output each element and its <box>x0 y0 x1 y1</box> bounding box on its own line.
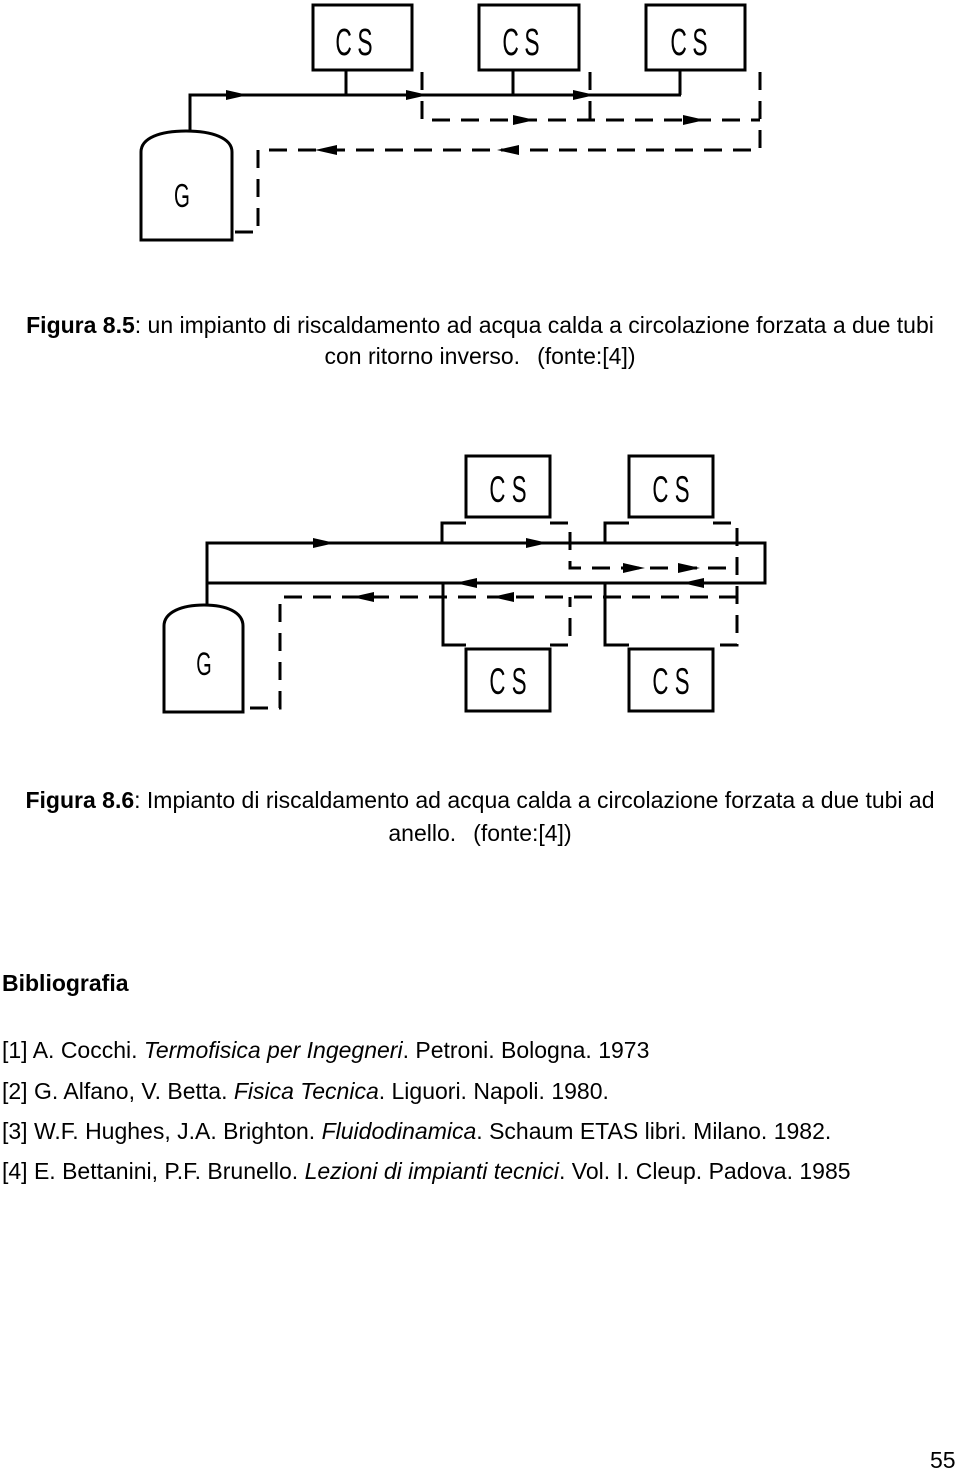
cs-unit-label: CS <box>652 661 690 703</box>
entry-publisher: . Schaum ETAS libri. Milano. 1982. <box>476 1118 832 1144</box>
figure-8-6-caption <box>0 787 960 813</box>
caption-source: (fonte:[4]) <box>537 343 636 369</box>
entry-authors: [4] E. Bettanini, P.F. Brunello. <box>2 1158 305 1184</box>
supply-branch-pipe <box>442 523 466 543</box>
flow-arrow-left <box>682 578 704 588</box>
entry-authors: [3] W.F. Hughes, J.A. Brighton. <box>2 1118 322 1144</box>
bibliography-entry <box>2 1158 851 1184</box>
generator-label: G <box>174 176 190 215</box>
figure-label: Figura 8.6 <box>25 787 135 813</box>
entry-title: Fisica Tecnica <box>233 1078 379 1104</box>
cs-unit-label: CS <box>489 661 527 703</box>
flow-arrow-right <box>513 115 535 125</box>
figure-label: Figura 8.5 <box>26 312 135 338</box>
cs-unit-box <box>629 456 713 517</box>
flow-arrow-left <box>492 592 514 602</box>
cs-unit-box <box>629 649 713 711</box>
page-number: 55 <box>930 1447 956 1473</box>
cs-unit-label: CS <box>489 469 527 511</box>
supply-pipe <box>190 95 681 131</box>
figure-8-6-diagram <box>0 440 960 730</box>
return-branch-pipe <box>550 597 570 645</box>
caption-text: anello. <box>388 820 457 846</box>
entry-publisher: . Liguori. Napoli. 1980. <box>378 1078 609 1104</box>
figure-8-5-caption-line2 <box>0 343 960 369</box>
caption-text: : un impianto di riscaldamento ad acqua calda a circolazione forzata a due tubi <box>134 312 934 338</box>
flow-arrow-right <box>406 90 428 100</box>
entry-title: Termofisica per Ingegneri <box>143 1037 403 1063</box>
flow-arrow-left <box>497 145 519 155</box>
flow-arrow-right <box>526 538 548 548</box>
caption-text: : Impianto di riscaldamento ad acqua calda a circolazione forzata a due tubi ad <box>134 787 935 813</box>
cs-unit-box <box>466 456 550 517</box>
supply-branch-pipe <box>443 583 466 645</box>
supply-branch-pipe <box>605 583 629 645</box>
supply-branch-pipe <box>605 523 629 543</box>
bibliography-entry <box>2 1118 831 1144</box>
flow-arrow-right <box>683 115 705 125</box>
generator-label: G <box>196 646 212 683</box>
caption-source: (fonte:[4]) <box>473 820 572 846</box>
flow-arrow-left <box>455 578 477 588</box>
bibliography-entry <box>2 1078 609 1104</box>
entry-publisher: . Vol. I. Cleup. Padova. 1985 <box>559 1158 851 1184</box>
flow-arrow-left <box>352 592 374 602</box>
flow-arrow-right <box>678 563 700 573</box>
entry-publisher: . Petroni. Bologna. 1973 <box>402 1037 650 1063</box>
cs-unit-label: CS <box>670 21 708 64</box>
return-branch-pipe <box>550 523 737 568</box>
flow-arrow-left <box>315 145 337 155</box>
figure-8-6-caption-line2 <box>0 820 960 846</box>
entry-authors: [1] A. Cocchi. <box>2 1037 144 1063</box>
cs-unit-box <box>466 649 550 711</box>
entry-title: Fluidodinamica <box>321 1118 477 1144</box>
bibliography-heading: Bibliografia <box>2 970 129 996</box>
caption-text: con ritorno inverso. <box>324 343 521 369</box>
figure-8-5-diagram <box>0 0 960 260</box>
cs-unit-label: CS <box>652 469 690 511</box>
cs-unit-label: CS <box>502 21 540 64</box>
entry-authors: [2] G. Alfano, V. Betta. <box>2 1078 234 1104</box>
flow-arrow-right <box>226 90 248 100</box>
bibliography-entry <box>2 1037 649 1063</box>
flow-arrow-right <box>623 563 645 573</box>
figure-8-5-caption <box>0 312 960 338</box>
flow-arrow-right <box>313 538 335 548</box>
entry-title: Lezioni di impianti tecnici <box>304 1158 559 1184</box>
cs-unit-label: CS <box>335 21 373 64</box>
flow-arrow-right <box>573 90 595 100</box>
